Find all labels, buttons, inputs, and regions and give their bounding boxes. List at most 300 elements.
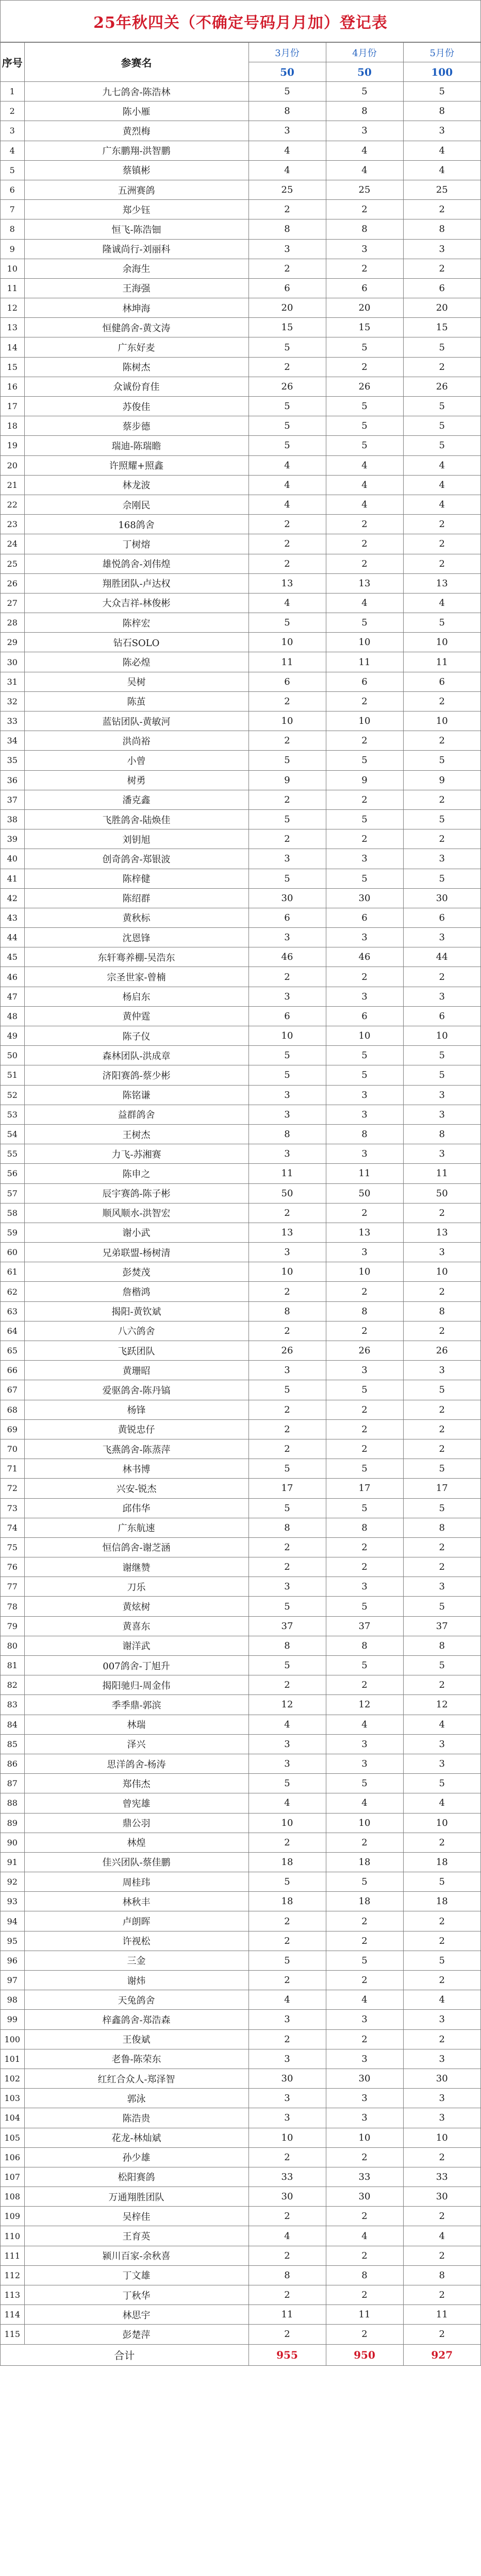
row-march: 50: [248, 1183, 326, 1203]
table-row: [1, 1144, 480, 1164]
table-row: [1, 200, 480, 219]
row-march: 4: [248, 1990, 326, 2010]
row-index: 93: [1, 1892, 24, 1911]
row-march: 11: [248, 2305, 326, 2325]
row-name: 蔡镇彬: [24, 160, 248, 180]
row-april: 4: [326, 475, 403, 495]
row-april: 2: [326, 691, 403, 711]
row-index: 5: [1, 160, 24, 180]
row-name: 恒飞-陈浩钿: [24, 219, 248, 239]
table-row: [1, 809, 480, 829]
row-index: 13: [1, 318, 24, 337]
row-name: 黄锐忠仔: [24, 1419, 248, 1439]
row-index: 20: [1, 455, 24, 475]
base-april: 50: [326, 62, 403, 82]
row-name: 钻石SOLO: [24, 633, 248, 652]
table-row: [1, 141, 480, 160]
row-name: 顺风顺水-洪智宏: [24, 1203, 248, 1223]
row-name: 恒健鸽舍-黄文涛: [24, 318, 248, 337]
row-april: 13: [326, 573, 403, 593]
row-april: 3: [326, 1361, 403, 1380]
row-march: 10: [248, 1262, 326, 1282]
row-index: 37: [1, 790, 24, 809]
row-may: 30: [403, 2069, 480, 2088]
row-april: 6: [326, 672, 403, 691]
table-row: [1, 239, 480, 259]
row-may: 2: [403, 967, 480, 987]
row-march: 11: [248, 1164, 326, 1183]
row-april: 50: [326, 1183, 403, 1203]
total-march: 955: [248, 2344, 326, 2365]
row-march: 11: [248, 652, 326, 672]
row-may: 3: [403, 2010, 480, 2029]
title-row: [1, 1, 480, 42]
row-march: 4: [248, 455, 326, 475]
row-march: 5: [248, 1046, 326, 1065]
row-name: 谢洋武: [24, 1636, 248, 1655]
row-may: 8: [403, 1636, 480, 1655]
row-may: 5: [403, 436, 480, 455]
row-name: 刘钥旭: [24, 829, 248, 849]
table-row: [1, 1085, 480, 1105]
row-name: 周桂玮: [24, 1872, 248, 1892]
row-may: 2: [403, 1537, 480, 1557]
row-april: 4: [326, 1793, 403, 1813]
row-march: 2: [248, 1557, 326, 1577]
row-may: 10: [403, 1026, 480, 1046]
row-name: 益群鸽舍: [24, 1105, 248, 1124]
row-march: 3: [248, 1734, 326, 1754]
row-may: 10: [403, 711, 480, 731]
row-name: 翔胜团队-卢达权: [24, 573, 248, 593]
row-march: 3: [248, 928, 326, 947]
table-row: [1, 160, 480, 180]
table-row: [1, 1813, 480, 1833]
row-march: 4: [248, 2226, 326, 2246]
row-may: 30: [403, 888, 480, 908]
row-may: 2: [403, 829, 480, 849]
row-index: 104: [1, 2108, 24, 2128]
table-row: [1, 1537, 480, 1557]
row-index: 10: [1, 259, 24, 278]
table-row: [1, 298, 480, 318]
row-index: 53: [1, 1105, 24, 1124]
row-may: 3: [403, 1105, 480, 1124]
row-may: 3: [403, 1243, 480, 1262]
table-row: [1, 967, 480, 987]
row-april: 3: [326, 849, 403, 869]
row-april: 8: [326, 1636, 403, 1655]
row-index: 36: [1, 770, 24, 790]
table-row: [1, 1951, 480, 1970]
row-march: 6: [248, 672, 326, 691]
table-row: [1, 2246, 480, 2265]
row-index: 38: [1, 809, 24, 829]
row-index: 23: [1, 515, 24, 534]
row-march: 2: [248, 534, 326, 554]
row-name: 飞跃团队: [24, 1341, 248, 1361]
row-may: 2: [403, 2147, 480, 2167]
row-april: 10: [326, 1026, 403, 1046]
row-index: 114: [1, 2305, 24, 2325]
row-name: 黄炫树: [24, 1597, 248, 1616]
row-march: 10: [248, 711, 326, 731]
row-april: 3: [326, 1144, 403, 1164]
row-index: 100: [1, 2029, 24, 2049]
index-header: 序号: [1, 43, 24, 82]
row-name: 颍川百家-余秋喜: [24, 2246, 248, 2265]
row-march: 4: [248, 593, 326, 613]
table-row: [1, 2187, 480, 2207]
row-march: 13: [248, 1223, 326, 1242]
row-index: 96: [1, 1951, 24, 1970]
row-march: 10: [248, 1026, 326, 1046]
row-may: 3: [403, 2108, 480, 2128]
row-index: 30: [1, 652, 24, 672]
row-april: 3: [326, 1085, 403, 1105]
row-may: 2: [403, 1439, 480, 1459]
table-row: [1, 1892, 480, 1911]
row-april: 2: [326, 1439, 403, 1459]
row-name: 季季鼎-郭滨: [24, 1695, 248, 1715]
row-april: 4: [326, 160, 403, 180]
row-name: 众诚份育佳: [24, 377, 248, 396]
row-april: 11: [326, 1164, 403, 1183]
row-march: 3: [248, 1105, 326, 1124]
row-april: 4: [326, 495, 403, 514]
row-index: 27: [1, 593, 24, 613]
row-may: 4: [403, 1715, 480, 1734]
row-may: 6: [403, 908, 480, 927]
table-row: [1, 1341, 480, 1361]
row-may: 3: [403, 1754, 480, 1773]
table-row: [1, 652, 480, 672]
row-april: 15: [326, 318, 403, 337]
row-march: 25: [248, 180, 326, 199]
table-row: [1, 1164, 480, 1183]
table-row: [1, 770, 480, 790]
row-may: 2: [403, 1203, 480, 1223]
row-index: 33: [1, 711, 24, 731]
row-march: 3: [248, 1754, 326, 1773]
row-may: 5: [403, 337, 480, 357]
row-march: 8: [248, 1124, 326, 1144]
row-march: 2: [248, 1419, 326, 1439]
row-april: 11: [326, 652, 403, 672]
row-name: 广东好麦: [24, 337, 248, 357]
table-row: [1, 2108, 480, 2128]
row-name: 老鲁-陈荣东: [24, 2049, 248, 2069]
table-row: [1, 1616, 480, 1636]
row-march: 2: [248, 790, 326, 809]
row-index: 47: [1, 987, 24, 1006]
row-may: 5: [403, 416, 480, 436]
row-may: 5: [403, 82, 480, 101]
row-may: 2: [403, 731, 480, 751]
table-row: [1, 1695, 480, 1715]
row-index: 95: [1, 1931, 24, 1951]
row-name: 佘刚民: [24, 495, 248, 514]
row-march: 5: [248, 1656, 326, 1675]
row-may: 10: [403, 2128, 480, 2147]
row-may: 3: [403, 121, 480, 141]
row-may: 3: [403, 1577, 480, 1597]
table-row: [1, 455, 480, 475]
row-may: 6: [403, 278, 480, 298]
row-index: 22: [1, 495, 24, 514]
table-row: [1, 1282, 480, 1301]
table-row: [1, 1793, 480, 1813]
row-april: 6: [326, 908, 403, 927]
row-index: 103: [1, 2089, 24, 2108]
row-index: 52: [1, 1085, 24, 1105]
row-april: 2: [326, 200, 403, 219]
row-april: 2: [326, 1911, 403, 1931]
row-name: 爱驱鸽舍-陈丹镐: [24, 1380, 248, 1400]
row-index: 16: [1, 377, 24, 396]
table-row: [1, 888, 480, 908]
row-march: 5: [248, 613, 326, 633]
row-may: 5: [403, 751, 480, 770]
row-may: 2: [403, 1971, 480, 1990]
row-name: 杨启东: [24, 987, 248, 1006]
row-march: 2: [248, 2029, 326, 2049]
row-march: 2: [248, 1971, 326, 1990]
row-march: 2: [248, 829, 326, 849]
row-april: 8: [326, 101, 403, 121]
row-may: 5: [403, 1774, 480, 1793]
row-april: 9: [326, 770, 403, 790]
row-march: 2: [248, 1675, 326, 1695]
row-index: 48: [1, 1006, 24, 1026]
table-row: [1, 259, 480, 278]
row-march: 13: [248, 573, 326, 593]
row-may: 8: [403, 219, 480, 239]
row-april: 5: [326, 1065, 403, 1085]
row-march: 8: [248, 1301, 326, 1321]
row-march: 37: [248, 1616, 326, 1636]
row-index: 65: [1, 1341, 24, 1361]
row-name: 彭焚茂: [24, 1262, 248, 1282]
row-index: 49: [1, 1026, 24, 1046]
table-row: [1, 554, 480, 573]
row-april: 6: [326, 278, 403, 298]
row-march: 10: [248, 2128, 326, 2147]
table-row: [1, 1439, 480, 1459]
row-may: 5: [403, 1065, 480, 1085]
row-may: 2: [403, 259, 480, 278]
row-march: 17: [248, 1479, 326, 1498]
row-index: 91: [1, 1852, 24, 1872]
row-march: 2: [248, 1400, 326, 1419]
row-april: 2: [326, 1537, 403, 1557]
row-march: 18: [248, 1852, 326, 1872]
row-name: 潘克鑫: [24, 790, 248, 809]
row-april: 5: [326, 436, 403, 455]
row-name: 飞胜鸽舍-陆焕佳: [24, 809, 248, 829]
row-index: 70: [1, 1439, 24, 1459]
row-april: 3: [326, 1243, 403, 1262]
table-row: [1, 849, 480, 869]
registration-table: [1, 42, 480, 2365]
row-april: 10: [326, 711, 403, 731]
table-row: [1, 2029, 480, 2049]
row-april: 4: [326, 1715, 403, 1734]
row-name: 花龙-林灿斌: [24, 2128, 248, 2147]
row-march: 2: [248, 1833, 326, 1852]
row-april: 4: [326, 455, 403, 475]
row-index: 73: [1, 1498, 24, 1518]
row-april: 3: [326, 987, 403, 1006]
row-index: 68: [1, 1400, 24, 1419]
row-may: 10: [403, 1813, 480, 1833]
table-row: [1, 377, 480, 396]
table-row: [1, 219, 480, 239]
row-april: 2: [326, 790, 403, 809]
row-name: 洪尚裕: [24, 731, 248, 751]
table-row: [1, 928, 480, 947]
row-may: 11: [403, 652, 480, 672]
row-april: 30: [326, 888, 403, 908]
table-row: [1, 121, 480, 141]
row-march: 3: [248, 987, 326, 1006]
row-march: 5: [248, 1459, 326, 1479]
row-index: 9: [1, 239, 24, 259]
table-row: [1, 2207, 480, 2226]
row-index: 82: [1, 1675, 24, 1695]
row-april: 2: [326, 2325, 403, 2344]
row-march: 2: [248, 967, 326, 987]
row-april: 2: [326, 534, 403, 554]
row-april: 18: [326, 1892, 403, 1911]
row-april: 2: [326, 2029, 403, 2049]
table-row: [1, 2285, 480, 2305]
row-march: 10: [248, 1813, 326, 1833]
row-march: 5: [248, 869, 326, 888]
row-index: 51: [1, 1065, 24, 1085]
row-name: 吴树: [24, 672, 248, 691]
row-april: 2: [326, 2207, 403, 2226]
table-row: [1, 790, 480, 809]
table-row: [1, 357, 480, 377]
row-march: 3: [248, 2089, 326, 2108]
row-april: 26: [326, 377, 403, 396]
row-april: 2: [326, 1931, 403, 1951]
row-may: 2: [403, 1419, 480, 1439]
row-index: 56: [1, 1164, 24, 1183]
row-name: 陈梓宏: [24, 613, 248, 633]
row-april: 18: [326, 1852, 403, 1872]
name-header: 参赛名: [24, 43, 248, 82]
table-row: [1, 436, 480, 455]
row-march: 5: [248, 1951, 326, 1970]
row-name: 宗圣世家-曾楠: [24, 967, 248, 987]
table-row: [1, 1419, 480, 1439]
row-march: 8: [248, 2265, 326, 2285]
row-march: 5: [248, 1774, 326, 1793]
row-name: 王育英: [24, 2226, 248, 2246]
table-row: [1, 2305, 480, 2325]
row-march: 2: [248, 1282, 326, 1301]
row-march: 5: [248, 1597, 326, 1616]
row-march: 8: [248, 219, 326, 239]
row-name: 雄悦鸽舍-刘伟煌: [24, 554, 248, 573]
row-index: 67: [1, 1380, 24, 1400]
row-april: 5: [326, 1951, 403, 1970]
row-march: 3: [248, 2010, 326, 2029]
row-may: 2: [403, 1400, 480, 1419]
row-april: 3: [326, 928, 403, 947]
row-march: 4: [248, 1715, 326, 1734]
row-index: 99: [1, 2010, 24, 2029]
row-march: 3: [248, 1361, 326, 1380]
row-april: 37: [326, 1616, 403, 1636]
row-name: 余海生: [24, 259, 248, 278]
row-name: 佳兴团队-蔡佳鹏: [24, 1852, 248, 1872]
row-may: 8: [403, 101, 480, 121]
row-name: 广东航速: [24, 1518, 248, 1537]
row-index: 87: [1, 1774, 24, 1793]
row-name: 谢继赞: [24, 1557, 248, 1577]
row-march: 2: [248, 1439, 326, 1459]
table-row: [1, 475, 480, 495]
row-april: 30: [326, 2069, 403, 2088]
table-row: [1, 101, 480, 121]
row-may: 18: [403, 1892, 480, 1911]
total-label: 合计: [1, 2344, 248, 2365]
row-name: 树勇: [24, 770, 248, 790]
row-index: 3: [1, 121, 24, 141]
table-row: [1, 2226, 480, 2246]
row-march: 8: [248, 101, 326, 121]
row-index: 74: [1, 1518, 24, 1537]
row-index: 98: [1, 1990, 24, 2010]
table-row: [1, 1479, 480, 1498]
row-may: 5: [403, 1656, 480, 1675]
row-name: 168鸽舍: [24, 515, 248, 534]
row-name: 王海强: [24, 278, 248, 298]
row-april: 8: [326, 1301, 403, 1321]
row-may: 2: [403, 515, 480, 534]
row-index: 84: [1, 1715, 24, 1734]
table-row: [1, 495, 480, 514]
table-row: [1, 1046, 480, 1065]
table-row: [1, 1262, 480, 1282]
row-march: 3: [248, 121, 326, 141]
table-row: [1, 1361, 480, 1380]
row-march: 30: [248, 2187, 326, 2207]
row-april: 10: [326, 1813, 403, 1833]
row-index: 97: [1, 1971, 24, 1990]
row-index: 17: [1, 397, 24, 416]
row-may: 25: [403, 180, 480, 199]
row-may: 3: [403, 2089, 480, 2108]
row-april: 3: [326, 1734, 403, 1754]
row-april: 3: [326, 2089, 403, 2108]
row-april: 10: [326, 1262, 403, 1282]
total-may: 927: [403, 2344, 480, 2365]
row-may: 5: [403, 869, 480, 888]
row-may: 5: [403, 1046, 480, 1065]
row-name: 九七鸽舍-陈浩林: [24, 82, 248, 101]
table-row: [1, 1872, 480, 1892]
row-april: 2: [326, 1203, 403, 1223]
row-name: 恒信鸽舍-谢芝涵: [24, 1537, 248, 1557]
row-name: 刀乐: [24, 1577, 248, 1597]
row-name: 陈茧: [24, 691, 248, 711]
row-march: 26: [248, 1341, 326, 1361]
row-march: 5: [248, 1498, 326, 1518]
